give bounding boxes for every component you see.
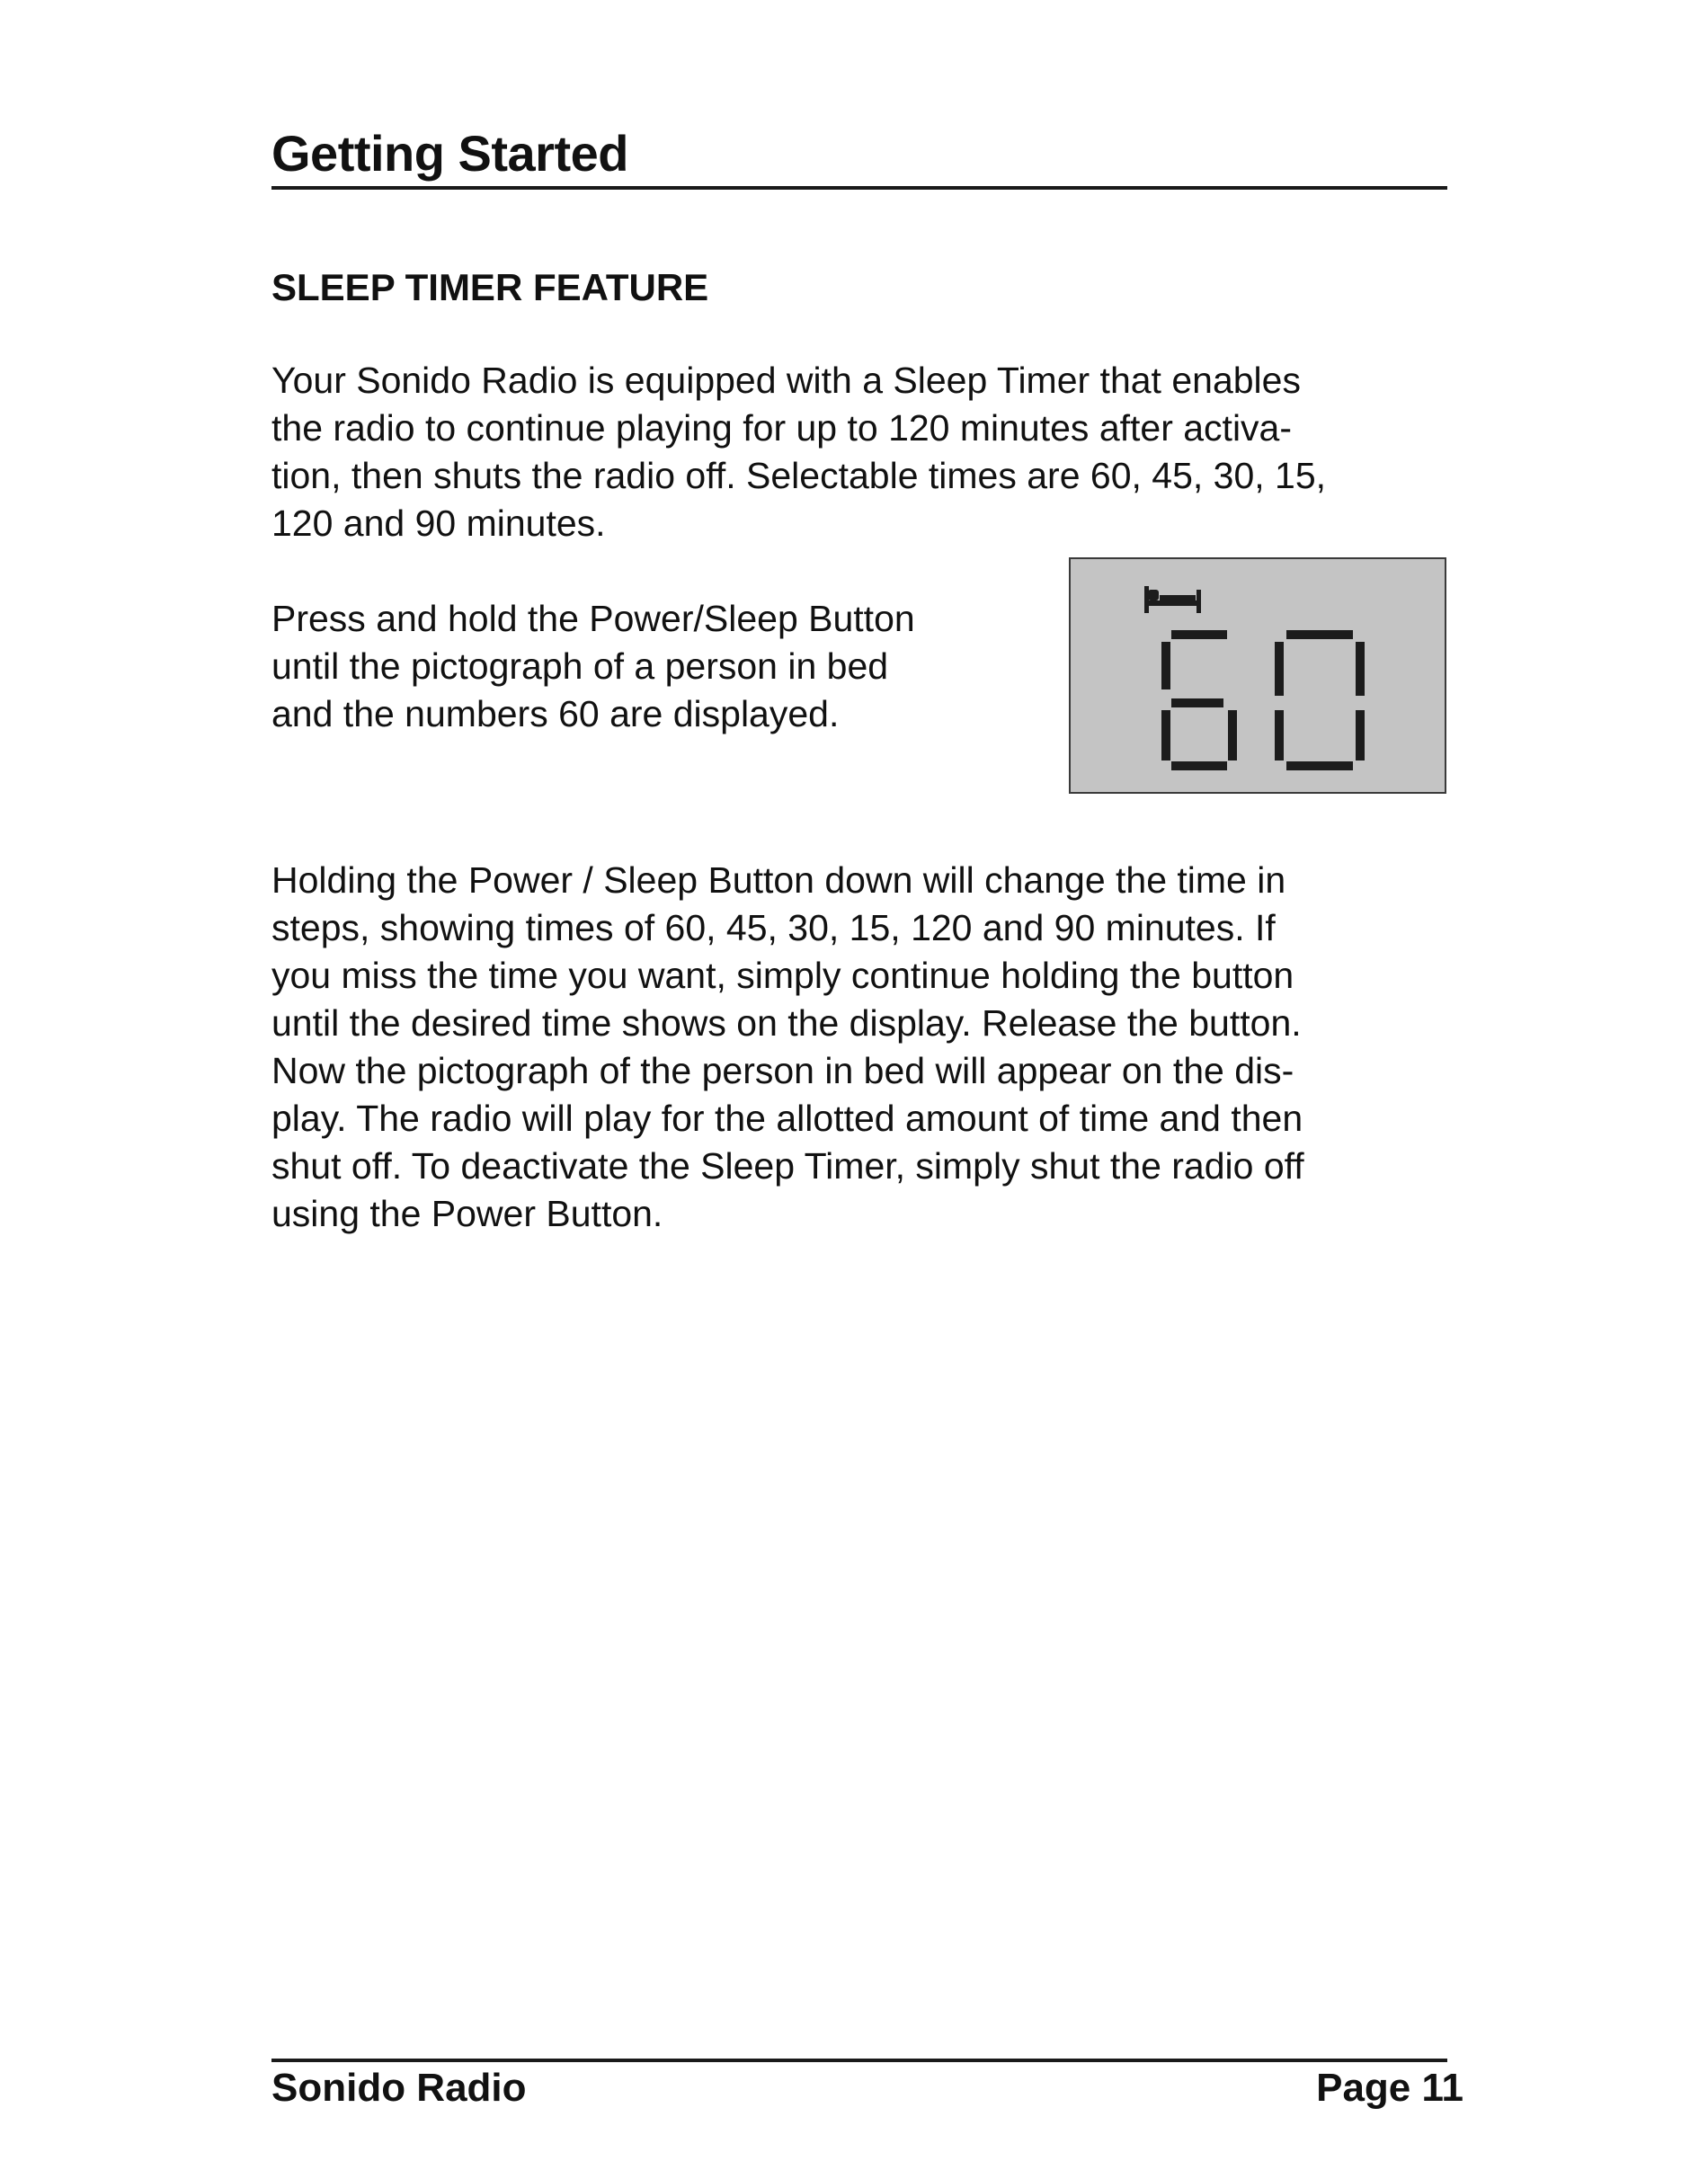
person-in-bed-icon <box>1144 586 1201 613</box>
paragraph-line: steps, showing times of 60, 45, 30, 15, 120 and 90 minutes. If <box>271 907 1276 948</box>
paragraph-line: tion, then shuts the radio off. Selectable times are 60, 45, 30, 15, <box>271 455 1327 496</box>
paragraph-line: play. The radio will play for the allotted amount of time and then <box>271 1098 1303 1139</box>
holding-paragraph <box>271 857 1467 1238</box>
paragraph-line: you miss the time you want, simply continue holding the button <box>271 955 1294 996</box>
intro-paragraph <box>271 357 1467 547</box>
lcd-digit-0 <box>1279 635 1360 766</box>
paragraph-line: using the Power Button. <box>271 1193 663 1234</box>
header-rule <box>271 186 1447 190</box>
paragraph-line: Your Sonido Radio is equipped with a Sleep Timer that enables <box>271 360 1301 401</box>
footer-rule <box>271 2059 1447 2062</box>
paragraph-line: until the pictograph of a person in bed <box>271 645 889 687</box>
paragraph-line: 120 and 90 minutes. <box>271 503 606 544</box>
paragraph-line: the radio to continue playing for up to 120 minutes after activa- <box>271 407 1293 449</box>
paragraph-line: shut off. To deactivate the Sleep Timer, simply shut the radio off <box>271 1145 1304 1187</box>
paragraph-line: Now the pictograph of the person in bed will appear on the dis- <box>271 1050 1294 1091</box>
paragraph-line: Press and hold the Power/Sleep Button <box>271 598 915 639</box>
paragraph-line: Holding the Power / Sleep Button down will change the time in <box>271 859 1286 901</box>
lcd-digit-6 <box>1166 635 1232 766</box>
footer-title: Sonido Radio <box>271 2066 527 2110</box>
lcd-display-image <box>1069 557 1446 794</box>
section-heading: SLEEP TIMER FEATURE <box>271 266 709 308</box>
page-title: Getting Started <box>271 125 628 182</box>
paragraph-line: until the desired time shows on the display. Release the button. <box>271 1002 1302 1044</box>
lcd-display-graphic <box>1071 559 1445 792</box>
page-number: Page 11 <box>1316 2066 1463 2110</box>
paragraph-line: and the numbers 60 are displayed. <box>271 693 840 734</box>
